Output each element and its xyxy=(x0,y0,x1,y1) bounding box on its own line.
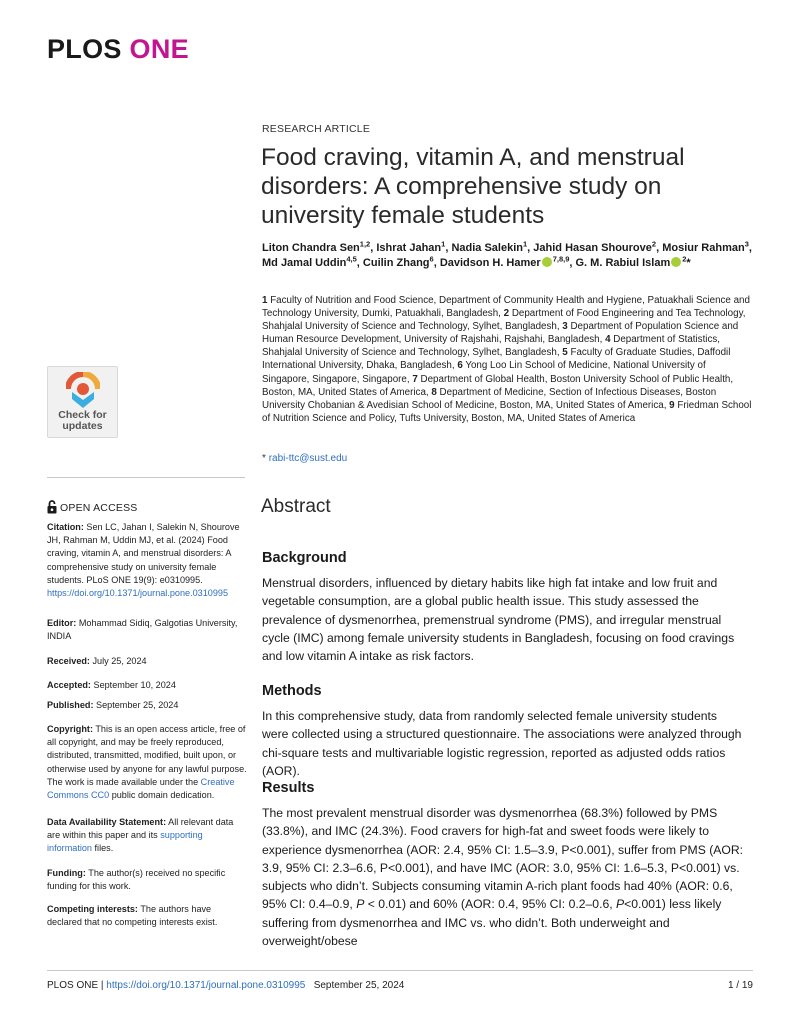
competing-interests-block xyxy=(47,903,247,929)
author-affil-sup: 4,5 xyxy=(346,254,357,264)
data-availability-block xyxy=(47,816,247,856)
author-affil-sup: 2 xyxy=(682,254,687,264)
author-affil-sup: 1 xyxy=(441,239,446,249)
logo-one: ONE xyxy=(129,34,189,64)
footer-journal: PLOS ONE | xyxy=(47,980,104,991)
affil-text: Yong Loo Lin School of Medicine, National University of Singapore, Singapore, Singapore, xyxy=(262,360,706,385)
author-name[interactable]: Liton Chandra Sen xyxy=(262,242,360,254)
affil-text: Department of Food Engineering and Tea Technology, Shahjalal University of Science and Technology, Sylhet, Bangladesh, xyxy=(262,308,746,333)
published-label: Published: xyxy=(47,700,94,710)
orcid-icon[interactable] xyxy=(671,257,681,267)
check-updates-icon xyxy=(66,372,100,408)
supporting-information-link[interactable]: supporting information xyxy=(47,830,203,854)
funding-block xyxy=(47,867,247,893)
data-availability-text: All relevant data are within this paper and its xyxy=(47,817,234,841)
received-block xyxy=(47,655,247,668)
funding-text: The author(s) received no specific funding for this work. xyxy=(47,868,226,892)
corresponding-author xyxy=(262,453,347,464)
affil-num: 8 xyxy=(431,386,437,398)
article-type: RESEARCH ARTICLE xyxy=(262,123,371,135)
affil-text: Faculty of Graduate Studies, Daffodil International University, Dhaka, Bangladesh, xyxy=(262,347,731,372)
editor-label: Editor: xyxy=(47,618,77,628)
author-name[interactable]: Mosiur Rahman xyxy=(662,242,745,254)
author-affil-sup: 2 xyxy=(651,239,657,249)
citation-label: Citation: xyxy=(47,522,84,532)
check-for-updates-badge[interactable] xyxy=(47,366,118,438)
affil-text: Department of Global Health, Boston University School of Public Health, Boston, MA, United States of America, xyxy=(262,373,734,398)
affiliations xyxy=(262,294,752,425)
author-name[interactable]: Nadia Salekin xyxy=(451,242,523,254)
published-date: September 25, 2024 xyxy=(96,700,179,710)
affil-num: 4 xyxy=(605,334,611,346)
background-heading: Background xyxy=(262,550,347,566)
badge-line1: Check for xyxy=(58,409,107,421)
citation-block xyxy=(47,521,247,600)
footer-doi-link[interactable]: https://doi.org/10.1371/journal.pone.0310995 xyxy=(106,980,306,991)
affil-text: Department of Population Science and Human Resource Development, University of Rajshahi, Rajshahi, Bangladesh, xyxy=(262,321,739,346)
author-affil-sup: 3 xyxy=(744,239,749,249)
author-affil-sup: 1,2 xyxy=(359,239,371,249)
competing-label: Competing interests: xyxy=(47,904,138,914)
page-footer xyxy=(47,980,404,991)
open-access-text: OPEN ACCESS xyxy=(60,502,138,514)
competing-text: The authors have declared that no competing interests exist. xyxy=(47,904,218,928)
page-number: 1 / 19 xyxy=(727,980,753,991)
affil-text: Friedman School of Nutrition Science and Policy, Tufts University, Boston, MA, United States of America xyxy=(262,399,752,424)
affil-num: 6 xyxy=(457,360,463,372)
badge-line2: updates xyxy=(62,420,103,432)
journal-logo[interactable] xyxy=(47,36,189,63)
accepted-date: September 10, 2024 xyxy=(93,680,176,690)
methods-text: In this comprehensive study, data from randomly selected female university students were collected using a structured questionnaire. The associations were analyzed through chi-square tests and multivariable logistic regression, reported as adjusted odds ratios (AOR). xyxy=(262,709,742,778)
affil-text: Department of Statistics, Shahjalal University of Science and Technology, Sylhet, Bangladesh, xyxy=(262,334,720,359)
accepted-block xyxy=(47,679,247,692)
copyright-block xyxy=(47,723,247,802)
results-part: <0.001) less likely suffering from dysmenorrhea and IMC vs. who didn’t. Both underweight and overweight/obese xyxy=(262,897,722,949)
affil-num: 2 xyxy=(503,308,510,320)
email-link[interactable]: rabi-ttc@sust.edu xyxy=(268,453,348,464)
abstract-heading: Abstract xyxy=(261,496,331,517)
data-availability-tail: files. xyxy=(94,843,114,854)
footer-date: September 25, 2024 xyxy=(313,980,405,991)
background-text: Menstrual disorders, influenced by dietary habits like high fat intake and low fruit and vegetable consumption, are a global public health issue. This study assessed the prevalence of dysmenorrhea, premenstrual syndrome (PMS), and irregular menstrual cycle (IMC) among female university students in Bangladesh, focusing on food cravings and low vitamin A intake as risk factors. xyxy=(262,576,735,664)
funding-label: Funding: xyxy=(47,868,86,878)
open-lock-icon xyxy=(47,500,57,514)
corresponding-star: * xyxy=(262,453,266,464)
affil-text: Faculty of Nutrition and Food Science, Department of Community Health and Hygiene, Patuakhali Science and Technology University, Dumki, Patuakhali, Bangladesh, xyxy=(262,295,750,320)
p-italic: P xyxy=(616,897,625,912)
accepted-label: Accepted: xyxy=(47,680,91,690)
cc0-link[interactable]: Creative Commons CC0 xyxy=(47,776,235,801)
logo-plos: PLOS xyxy=(47,34,122,64)
methods-heading: Methods xyxy=(262,683,322,699)
author-name[interactable]: Jahid Hasan Shourove xyxy=(533,242,652,254)
author-name[interactable]: Md Jamal Uddin xyxy=(262,257,347,269)
author-affil-sup: 7,8,9 xyxy=(552,254,570,264)
received-date: July 25, 2024 xyxy=(92,656,147,666)
copyright-tail: public domain dedication. xyxy=(111,790,215,801)
data-availability-label: Data Availability Statement: xyxy=(47,817,167,827)
author-affil-sup: 1 xyxy=(523,239,528,249)
citation-text: Sen LC, Jahan I, Salekin N, Shourove JH, Rahman M, Uddin MJ, et al. (2024) Food craving, vitamin A, and menstrual disorders: A comprehensive study on university female students. PLoS ONE 19(9): e0310995. xyxy=(47,522,240,585)
footer-divider xyxy=(47,970,753,971)
copyright-label: Copyright: xyxy=(47,724,93,734)
results-heading: Results xyxy=(262,780,315,796)
editor-text: Mohammad Sidiq, Galgotias University, INDIA xyxy=(47,618,238,642)
results-part: The most prevalent menstrual disorder was dysmenorrhea (68.3%) followed by PMS (33.8%), and IMC (24.3%). Food cravers for high-fat and sweet foods were likely to experience dysmenorrhea (AOR: 2.4, 95% CI: 1.5–3.9, P<0.001), suffer from PMS (AOR: 3.9, 95% CI: 2.3–6.6, P<0.001), and have IMC (AOR: 3.0, 95% CI: 1.6–5.3, P<0.001) vs. subjects who didn’t. Subjects consuming vitamin A-rich plant foods had 40% (AOR: 0.6, 95% CI: 0.4–0.9, xyxy=(262,806,744,912)
article-title: Food craving, vitamin A, and menstrual disorders: A comprehensive study on university female students xyxy=(261,144,685,229)
author-name[interactable]: G. M. Rabiul Islam xyxy=(575,257,671,269)
affil-num: 7 xyxy=(412,373,418,385)
orcid-icon[interactable] xyxy=(542,257,552,267)
citation-doi-link[interactable]: https://doi.org/10.1371/journal.pone.0310995 xyxy=(47,588,229,599)
editor-block xyxy=(47,617,247,643)
author-name[interactable]: Davidson H. Hamer xyxy=(439,257,541,269)
received-label: Received: xyxy=(47,656,90,666)
affil-num: 5 xyxy=(562,347,568,359)
author-name[interactable]: Ishrat Jahan xyxy=(376,242,442,254)
corresponding-mark: * xyxy=(686,257,691,269)
copyright-text: This is an open access article, free of all copyright, and may be freely reproduced, distributed, transmitted, modified, built upon, or otherwise used by anyone for any lawful purpose. The work is made available under the xyxy=(47,724,247,787)
author-name[interactable]: Cuilin Zhang xyxy=(362,257,430,269)
results-part: < 0.01) and 60% (AOR: 0.4, 95% CI: 0.2–0.6, xyxy=(364,897,617,912)
affil-num: 9 xyxy=(669,399,675,411)
affil-num: 3 xyxy=(562,321,568,333)
published-block xyxy=(47,699,247,712)
open-access-label xyxy=(47,500,137,514)
author-affil-sup: 6 xyxy=(429,254,434,264)
p-italic: P xyxy=(356,897,365,912)
author-list: Liton Chandra Sen$^{1,2}$, Ishrat Jahan$^1$, Nadia Salekin$^1$, Jahid Hasan Shourove$^2$, Mosiur Rahman$^3$, Md Jamal Uddin$^{4,5}$, Cuilin Zhang$^6$, Davidson H. Hamer $^{7,8,9}$, G. M. Rabiul Islam $^2$* xyxy=(262,239,752,269)
affil-text: Department of Medicine, Section of Infectious Diseases, Boston University Chobanian & Avedisian School of Medicine, Boston, MA, United States of America, xyxy=(262,386,717,411)
affil-num: 1 xyxy=(262,295,268,306)
sidebar-divider xyxy=(47,477,245,478)
results-text xyxy=(262,804,744,950)
